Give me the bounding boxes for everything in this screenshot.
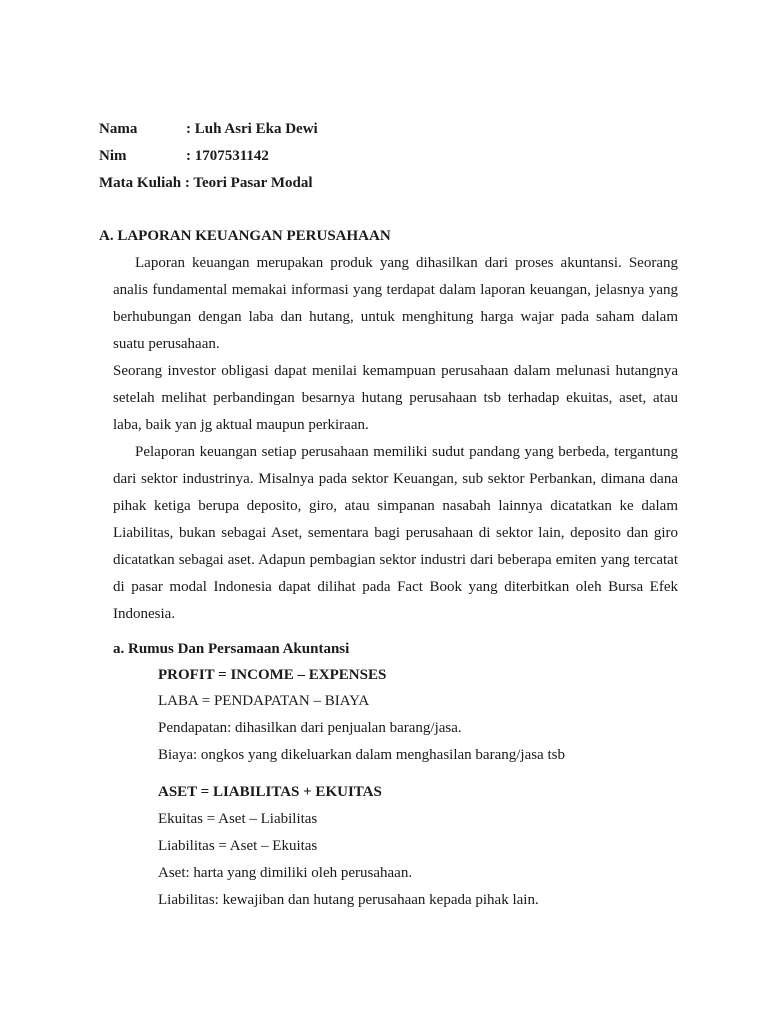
equation-liabilitas: Liabilitas = Aset – Ekuitas [158,838,318,854]
para3-line-3: pihak ketiga berupa deposito, giro, atau simpanan nasabah lainnya dicatatkan ke dalam [113,498,678,514]
definition-pendapatan: Pendapatan: dihasilkan dari penjualan barang/jasa. [158,720,462,736]
para1-line-2: analis fundamental memakai informasi yang terdapat dalam laporan keuangan, jelasnya yang [113,282,678,298]
course-value: : Teori Pasar Modal [184,175,313,191]
para2-line-1: Seorang investor obligasi dapat menilai kemampuan perusahaan dalam melunasi hutangnya [113,363,678,379]
para1-line-3: berhubungan dengan laba dan hutang, untuk menghitung harga wajar pada saham dalam [113,309,678,325]
identity-name-row [99,120,318,138]
para2-line-3: laba, baik yan jg aktual maupun perkiraan. [113,417,369,433]
name-value: : Luh Asri Eka Dewi [186,121,318,137]
para1-line-4: suatu perusahaan. [113,336,220,352]
definition-liabilitas: Liabilitas: kewajiban dan hutang perusahaan kepada pihak lain. [158,892,539,908]
para3-line-4: Liabilitas, bukan sebagai Aset, sementara bagi perusahaan di sektor lain, deposito dan giro [113,525,678,541]
para3-line-7: Indonesia. [113,606,176,622]
nim-value: : 1707531142 [186,148,269,164]
course-label: Mata Kuliah [99,175,182,191]
section-a-heading: A. LAPORAN KEUANGAN PERUSAHAAN [99,228,391,244]
identity-nim-row [99,147,269,165]
para3-line-2: dari sektor industrinya. Misalnya pada sektor Keuangan, sub sektor Perbankan, dimana dana [113,471,678,487]
definition-aset: Aset: harta yang dimiliki oleh perusahaan. [158,865,413,881]
para2-line-2: setelah melihat perbandingan besarnya hutang perusahaan tsb terhadap ekuitas, aset, atau [113,390,678,406]
equation-ekuitas: Ekuitas = Aset – Liabilitas [158,811,318,827]
name-label: Nama [99,121,138,137]
identity-course-row [99,174,312,192]
formula-profit: PROFIT = INCOME – EXPENSES [158,667,387,683]
para3-line-5: dicatatkan sebagai aset. Adapun pembagian sektor industri dari beberapa emiten yang tercatat [113,552,678,568]
nim-label: Nim [99,148,127,164]
subsection-a-heading: a. Rumus Dan Persamaan Akuntansi [113,641,350,657]
formula-laba: LABA = PENDAPATAN – BIAYA [158,693,370,709]
para3-line-6: di pasar modal Indonesia dapat dilihat pada Fact Book yang diterbitkan oleh Bursa Efek [113,579,678,595]
formula-aset: ASET = LIABILITAS + EKUITAS [158,784,382,800]
para1-line-1: Laporan keuangan merupakan produk yang dihasilkan dari proses akuntansi. Seorang [135,255,678,271]
definition-biaya: Biaya: ongkos yang dikeluarkan dalam menghasilan barang/jasa tsb [158,747,565,763]
para3-line-1: Pelaporan keuangan setiap perusahaan memiliki sudut pandang yang berbeda, tergantung [135,444,678,460]
